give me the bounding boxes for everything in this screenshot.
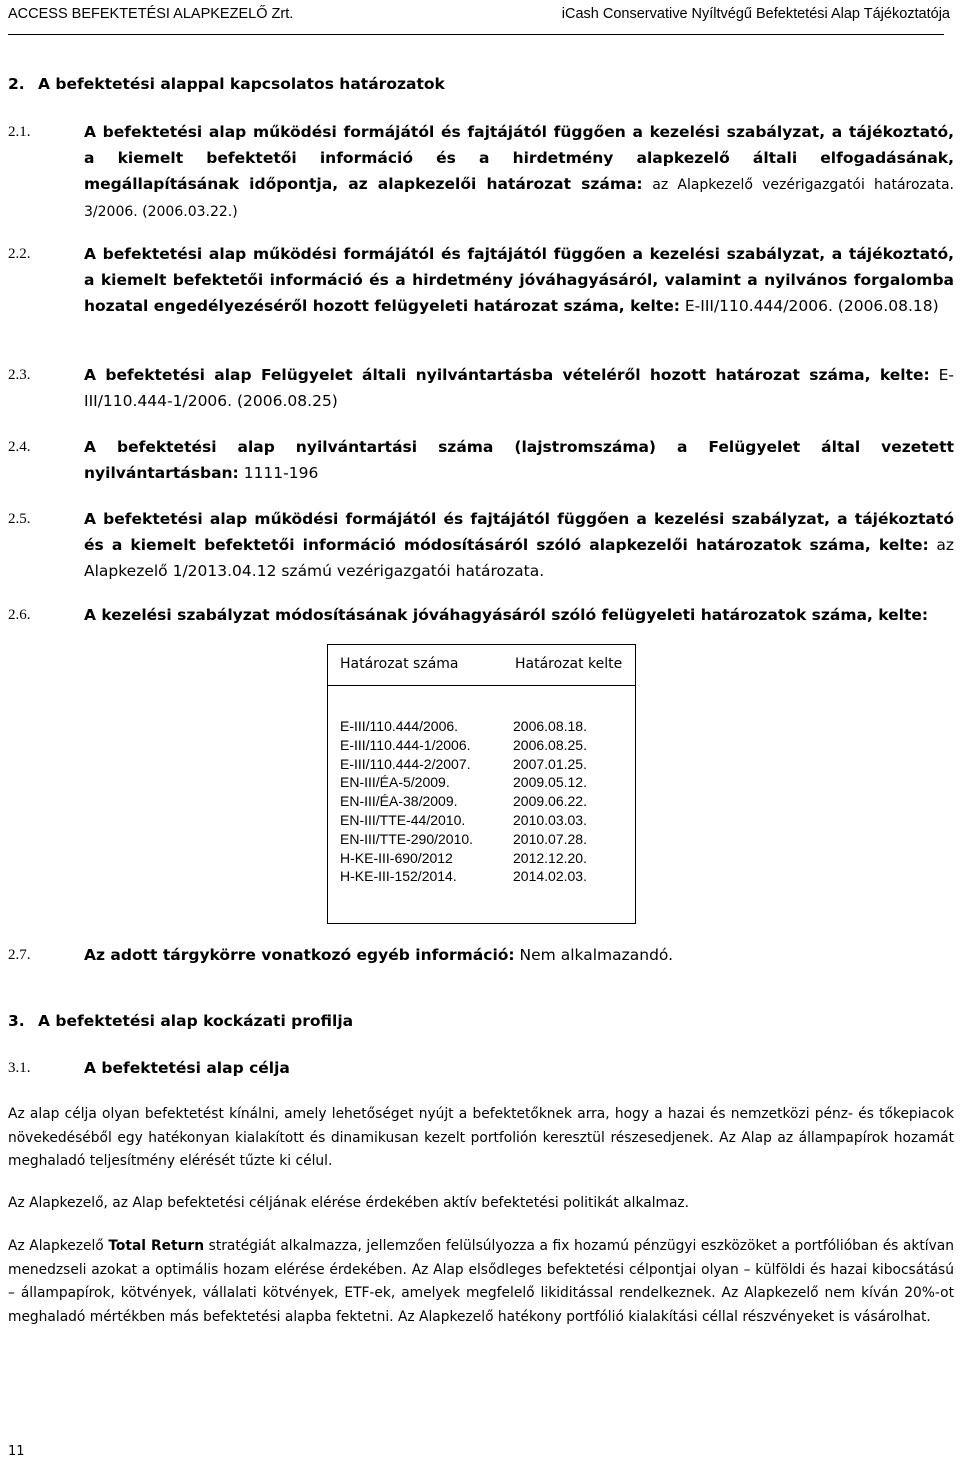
item-2-6 bbox=[8, 602, 954, 628]
table-cell-number: EN-III/ÉA-5/2009. bbox=[340, 774, 450, 791]
item-2-1 bbox=[8, 119, 954, 225]
paragraph-active-policy: Az Alapkezelő, az Alap befektetési céljának elérése érdekében aktív befektetési politikát alkalmaz. bbox=[8, 1195, 690, 1211]
table-cell-date: 2009.05.12. bbox=[513, 774, 587, 791]
table-cell-number: EN-III/TTE-44/2010. bbox=[340, 811, 466, 828]
strategy-intro: Az Alapkezelő bbox=[8, 1238, 104, 1254]
item-2-1-number: 2.1. bbox=[8, 124, 31, 140]
table-cell-number: H-KE-III-152/2014. bbox=[340, 868, 457, 885]
item-3-1 bbox=[8, 1055, 954, 1081]
section-2-title: A befektetési alappal kapcsolatos határozatok bbox=[38, 75, 445, 93]
table-cell-date: 2006.08.25. bbox=[513, 736, 587, 753]
header-rule bbox=[8, 34, 944, 35]
item-2-3-label: A befektetési alap Felügyelet általi nyilvántartásba vételéről hozott határozat száma, kelte: bbox=[84, 366, 930, 384]
table-cell-date: 2009.06.22. bbox=[513, 793, 587, 810]
item-2-5 bbox=[8, 506, 954, 584]
page-header bbox=[8, 6, 952, 26]
section-3-heading bbox=[8, 1012, 353, 1030]
item-2-4-label: A befektetési alap nyilvántartási száma (lajstromszáma) a Felügyelet által vezetett nyilvántartásban: bbox=[84, 438, 954, 482]
item-2-1-label: A befektetési alap működési formájától és fajtájától függően a kezelési szabályzat, a tájékoztató, a kiemelt befektetői információ és a hirdetmény alapkezelő általi elfogadásának, megállapításának időpontja, az alapkezelői határozat száma: bbox=[84, 123, 954, 193]
strategy-description: stratégiát alkalmazza, jellemzően felülsúlyozza a fix hozamú pénzügyi eszközöket a portfólióban és aktívan menedzseli azokat a optimális hozam elérése érdekében. Az Alap elsődleges befektetési célpontjai olyan – külföldi és hazai kibocsátású – állampapírok, kötvények, vállalati kötvények, ETF-ek, amelyek megfelelő likiditással rendelkeznek. Az Alapkezelő nem kíván 20%-ot meghaladó mértékben más befektetési alapba fektetni. Az Alapkezelő hatékony portfólió kialakítási céllal részvényeket is vásárolhat. bbox=[8, 1238, 955, 1325]
table-cell-date: 2006.08.18. bbox=[513, 718, 587, 734]
table-cell-number: E-III/110.444/2006. bbox=[340, 718, 459, 734]
header-company: ACCESS BEFEKTETÉSI ALAPKEZELŐ Zrt. bbox=[8, 6, 294, 22]
item-2-3-value: E-III/110.444-1/2006. (2006.08.25) bbox=[84, 366, 954, 410]
table-cell-date: 2010.03.03. bbox=[513, 811, 587, 828]
item-2-2 bbox=[8, 241, 954, 319]
header-document-title: iCash Conservative Nyíltvégű Befektetési Alap Tájékoztatója bbox=[561, 6, 950, 22]
item-2-2-value: E-III/110.444/2006. (2006.08.18) bbox=[684, 297, 939, 315]
item-2-7-number: 2.7. bbox=[8, 947, 31, 963]
table-cell-date: 2010.07.28. bbox=[513, 830, 587, 847]
section-3-number: 3. bbox=[8, 1012, 25, 1030]
table-cell-number: E-III/110.444-2/2007. bbox=[340, 755, 471, 772]
item-2-2-number: 2.2. bbox=[8, 246, 31, 262]
resolutions-table bbox=[327, 644, 636, 924]
table-header-date: Határozat kelte bbox=[515, 656, 623, 672]
table-cell-number: EN-III/ÉA-38/2009. bbox=[340, 793, 458, 810]
item-2-6-label: A kezelési szabályzat módosításának jóváhagyásáról szóló felügyeleti határozatok száma, kelte: bbox=[84, 606, 929, 624]
item-2-5-value: az Alapkezelő 1/2013.04.12 számú vezérigazgatói határozata. bbox=[84, 536, 954, 580]
item-3-1-number: 3.1. bbox=[8, 1060, 31, 1076]
table-header-number: Határozat száma bbox=[340, 656, 459, 672]
item-2-2-label: A befektetési alap működési formájától és fajtájától függően a kezelési szabályzat, a tájékoztató, a kiemelt befektetői információ és a hirdetmény jóváhagyásáról, valamint a nyilvános forgalomba hozatal engedélyezéséről hozott felügyeleti határozat száma, kelte: bbox=[84, 245, 954, 315]
section-3-title: A befektetési alap kockázati profilja bbox=[38, 1012, 354, 1030]
item-2-6-number: 2.6. bbox=[8, 607, 31, 623]
item-2-5-number: 2.5. bbox=[8, 511, 31, 527]
table-cell-number: H-KE-III-690/2012 bbox=[340, 849, 453, 866]
table-cell-date: 2007.01.25. bbox=[513, 755, 587, 772]
section-2-heading bbox=[8, 75, 445, 93]
item-2-1-value: az Alapkezelő vezérigazgatói határozata. 3/2006. (2006.03.22.) bbox=[84, 177, 954, 220]
item-2-4 bbox=[8, 434, 954, 486]
table-cell-date: 2014.02.03. bbox=[513, 868, 587, 885]
page-number: 11 bbox=[8, 1444, 25, 1459]
table-column-numbers bbox=[340, 717, 473, 886]
item-2-3 bbox=[8, 362, 954, 414]
table-cell-number: EN-III/TTE-290/2010. bbox=[340, 830, 474, 847]
item-2-7 bbox=[8, 942, 954, 968]
table-header-row bbox=[328, 645, 635, 686]
table-cell-number: E-III/110.444-1/2006. bbox=[340, 736, 471, 753]
item-2-7-value: Nem alkalmazandó. bbox=[519, 946, 674, 964]
table-cell-date: 2012.12.20. bbox=[513, 849, 587, 866]
section-2-number: 2. bbox=[8, 75, 25, 93]
item-2-7-label: Az adott tárgykörre vonatkozó egyéb információ: bbox=[84, 946, 515, 964]
strategy-name: Total Return bbox=[108, 1238, 205, 1254]
table-column-dates bbox=[513, 717, 587, 886]
item-2-3-number: 2.3. bbox=[8, 367, 31, 383]
item-2-4-number: 2.4. bbox=[8, 439, 31, 455]
item-2-4-value: 1111-196 bbox=[243, 464, 319, 482]
paragraph-strategy bbox=[8, 1235, 954, 1329]
paragraph-objective: Az alap célja olyan befektetést kínálni, amely lehetőséget nyújt a befektetőknek arra, hogy a hazai és nemzetközi pénz- és tőkepiacok növekedéséből egy hatékonyan kialakított és dinamikusan kezelt portfolión keresztül részesedjenek. Az Alap az állampapírok hozamát meghaladó teljesítmény elérését tűzte ki célul. bbox=[8, 1106, 954, 1169]
item-2-5-label: A befektetési alap működési formájától és fajtájától függően a kezelési szabályzat, a tájékoztató és a kiemelt befektetői információ módosításáról szóló alapkezelői határozatok száma, kelte: bbox=[84, 510, 954, 554]
item-3-1-title: A befektetési alap célja bbox=[84, 1059, 290, 1077]
